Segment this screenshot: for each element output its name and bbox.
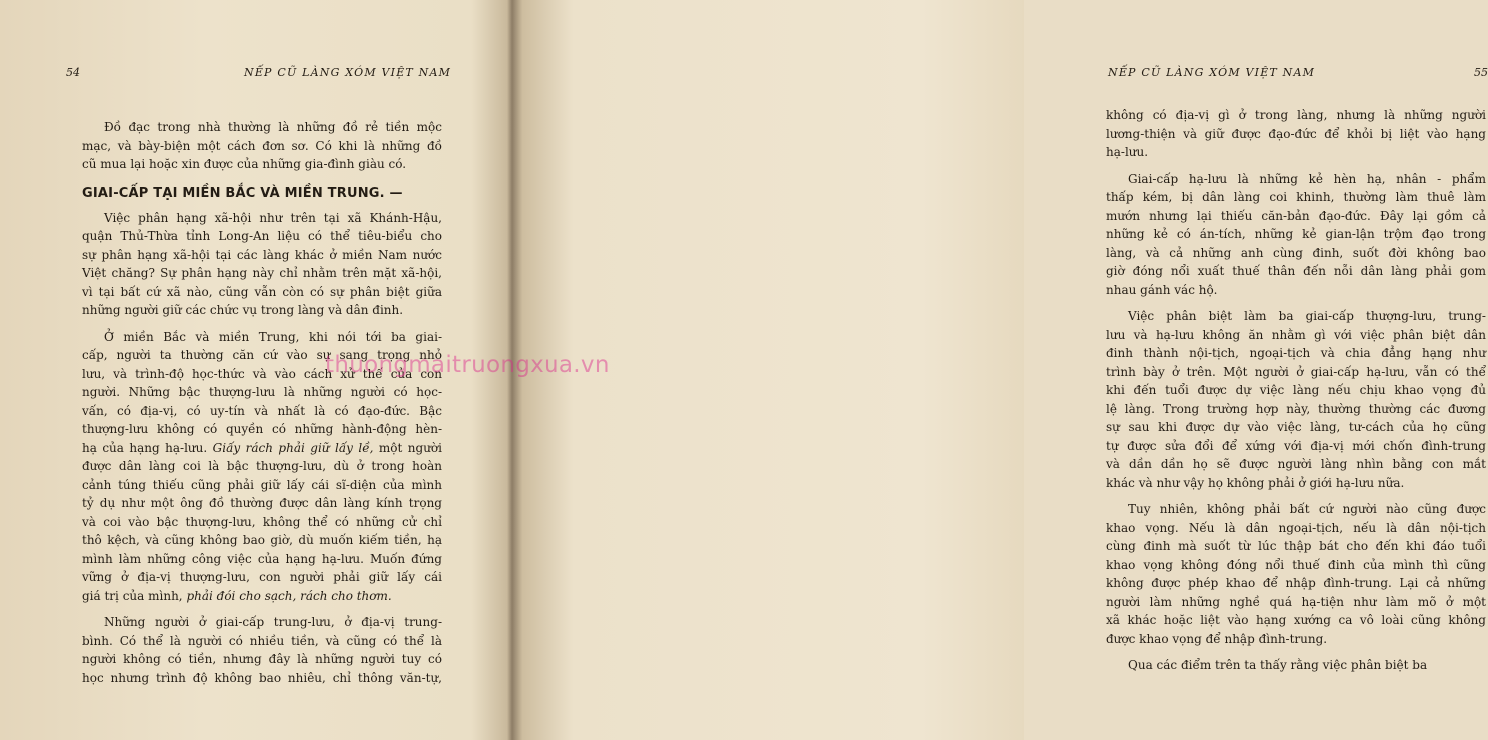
running-head-right: NẾP CŨ LÀNG XÓM VIỆT NAM <box>1108 66 1316 79</box>
text-line-mixed <box>82 587 442 606</box>
text-line: mình làm những công việc của hạng hạ-lưu. Muốn đứng <box>82 551 442 566</box>
text-line: tỷ dụ như một ông đồ thường được dân làng kính trọng <box>82 496 442 510</box>
text-line: Giai-cấp hạ-lưu là những kẻ hèn hạ, nhân - phẩm <box>1128 171 1486 186</box>
text-line: giờ đóng nổi xuất thuế thân đến nỗi dân làng phải gom <box>1106 264 1486 278</box>
text-line-mixed <box>82 439 442 458</box>
text-segment: hạ của hạng hạ-lưu. <box>82 440 208 455</box>
text-line: quận Thủ-Thừa tỉnh Long-An liệu có thể tiêu-biểu cho <box>82 229 442 243</box>
text-line: lưu, và trình-độ học-thức và vào cách xử thế của con <box>82 366 442 381</box>
running-head-left: NẾP CŨ LÀNG XÓM VIỆT NAM <box>244 66 452 79</box>
text-line: không được phép khao để nhập đình-trung. Lại cả những <box>1106 576 1486 590</box>
text-line: được dân làng coi là bậc thượng-lưu, dù ở trong hoàn <box>82 459 442 473</box>
text-line: Việc phân biệt làm ba giai-cấp thượng-lưu, trung- <box>1128 309 1486 323</box>
text-line: cấp, người ta thường căn cứ vào sự sang trọng nhỏ <box>82 348 442 362</box>
text-line: không có địa-vị gì ở trong làng, nhưng là những người <box>1106 108 1486 122</box>
text-line: sự phân hạng xã-hội tại các làng khác ở miền Nam nước <box>82 247 442 262</box>
text-line: và dần dần họ sẽ được người làng nhìn bằng con mắt <box>1106 457 1486 471</box>
text-line: cũ mua lại hoặc xin được của những gia-đình giàu có. <box>82 157 407 171</box>
text-line: người làm những nghề quá hạ-tiện như làm mõ ở một <box>1106 594 1486 609</box>
text-segment: giá trị của mình, <box>82 588 183 603</box>
watermark-text: thuongmaitruongxua.vn <box>325 352 610 378</box>
text-line: Tuy nhiên, không phải bất cứ người nào cũng được <box>1128 502 1486 516</box>
page-number-right: 55 <box>1474 66 1488 79</box>
left-page <box>0 0 500 740</box>
text-line: lương-thiện và giữ được đạo-đức để khỏi bị liệt vào hạng <box>1106 126 1486 141</box>
text-line: mạc, và bày-biện một cách đơn sơ. Có khi là những đồ <box>82 138 442 153</box>
text-line: Ở miền Bắc và miền Trung, khi nói tới ba giai- <box>104 329 442 344</box>
text-line: mướn nhưng lại thiếu căn-bản đạo-đức. Đây lại gồm cả <box>1106 208 1486 223</box>
text-line: thô kệch, và cũng không bao giờ, dù muốn kiếm tiền, hạ <box>82 533 442 547</box>
text-line: nhau gánh vác hộ. <box>1106 282 1218 297</box>
text-line: cùng đinh mà suốt từ lúc thập bát cho đến khi đáo tuổi <box>1106 539 1486 553</box>
text-line: lệ làng. Trong trường hợp này, thường thường các đương <box>1106 401 1486 416</box>
text-line: khao vọng. Nếu là dân ngoại-tịch, nếu là dân nội-tịch <box>1106 520 1486 535</box>
text-line: người. Những bậc thượng-lưu là những người có học- <box>82 385 442 399</box>
text-line: bình. Có thể là người có nhiều tiền, và cũng có thể là <box>82 633 442 648</box>
text-line: xã khác hoặc liệt vào hạng xướng ca vô loài cũng không <box>1106 613 1486 627</box>
section-heading: GIAI-CẤP TẠI MIỀN BẮC VÀ MIỀN TRUNG. — <box>82 185 403 201</box>
text-line: khi đến tuổi được dự việc làng nếu chịu khao vọng đủ <box>1106 383 1486 397</box>
text-line: cảnh túng thiếu cũng phải giữ lấy cái sĩ-diện của mình <box>82 477 442 492</box>
text-line: tự được sửa đổi để xứng với địa-vị mới chốn đình-trung <box>1106 438 1486 453</box>
text-segment: một người <box>378 440 442 455</box>
italic-proverb: Giấy rách phải giữ lấy lề, <box>212 440 374 455</box>
text-line: thấp kém, bị dân làng coi khinh, thường làm thuê làm <box>1106 190 1486 204</box>
text-line: được khao vọng để nhập đình-trung. <box>1106 631 1328 646</box>
text-line: Việt chăng? Sự phân hạng này chỉ nhằm trên mặt xã-hội, <box>82 266 442 280</box>
text-line: sự sau khi được dự vào việc làng, tư-cách của họ cũng <box>1106 420 1486 434</box>
text-line: vấn, có địa-vị, có uy-tín và nhất là có đạo-đức. Bậc <box>82 403 442 418</box>
text-line: những kẻ có án-tích, những kẻ gian-lận trộm đạo trong <box>1106 227 1486 241</box>
left-text-block <box>82 118 442 687</box>
text-line: hạ-lưu. <box>1106 145 1149 159</box>
right-page <box>512 0 1488 740</box>
right-text-block <box>1106 106 1486 675</box>
text-line: làng, và cả những anh cùng đinh, suốt đời không bao <box>1106 245 1486 260</box>
text-line: Qua các điểm trên ta thấy rằng việc phân biệt ba <box>1128 658 1428 672</box>
text-line: những người giữ các chức vụ trong làng và dân đinh. <box>82 303 404 317</box>
text-line: đinh thành nội-tịch, ngoại-tịch và chia đẳng hạng như <box>1106 346 1486 360</box>
text-line: và coi vào bậc thượng-lưu, không thể có những cử chỉ <box>82 514 442 529</box>
text-line: vững ở địa-vị thượng-lưu, con người phải giữ lấy cái <box>82 570 442 584</box>
text-line: khác và như vậy họ không phải ở giới hạ-lưu nữa. <box>1106 475 1405 490</box>
text-line: khao vọng không đóng nổi thuế đinh của mình thì cũng <box>1106 557 1486 572</box>
text-line: trình bày ở trên. Một người ở giai-cấp hạ-lưu, vẫn có thể <box>1106 364 1486 379</box>
text-line: học nhưng trình độ không bao nhiêu, chỉ thông văn-tự, <box>82 670 442 685</box>
page-number-left: 54 <box>66 66 80 79</box>
text-line: thượng-lưu không có quyền có những hành-động hèn- <box>82 422 442 436</box>
text-line: người không có tiền, nhưng đây là những người tuy có <box>82 652 442 666</box>
text-line: Việc phân hạng xã-hội như trên tại xã Khánh-Hậu, <box>104 210 442 225</box>
text-line: vì tại bất cứ xã nào, cũng vẫn còn có sự phân biệt giữa <box>82 284 442 299</box>
text-line: lưu và hạ-lưu không ăn nhằm gì với việc phân biệt dân <box>1106 327 1486 342</box>
italic-proverb: phải đói cho sạch, rách cho thơm. <box>186 588 392 603</box>
text-line: Đồ đạc trong nhà thường là những đồ rẻ tiền mộc <box>104 120 442 134</box>
text-line: Những người ở giai-cấp trung-lưu, ở địa-vị trung- <box>104 615 442 629</box>
